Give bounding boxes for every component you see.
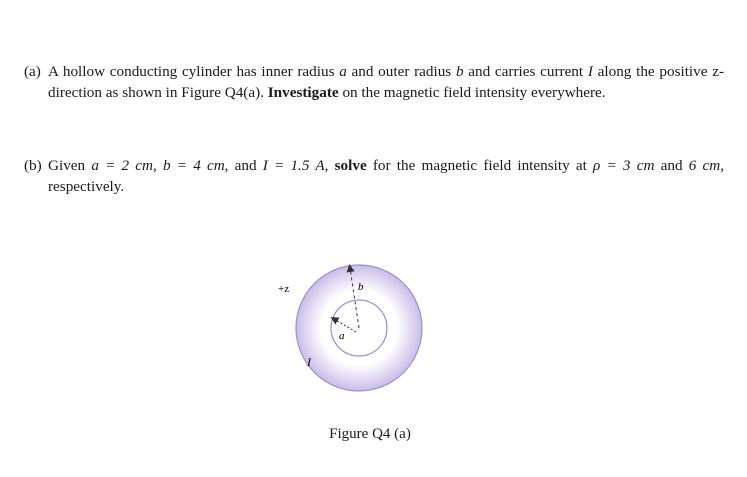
given-radii: a = 2 cm, b = 4 cm, bbox=[91, 157, 229, 174]
hollow-cylinder-figure bbox=[270, 262, 450, 412]
variable-a: a bbox=[339, 63, 347, 80]
figure-caption: Figure Q4 (a) bbox=[329, 426, 411, 442]
question-a-label: (a) bbox=[24, 63, 41, 80]
given-current: I = 1.5 A bbox=[262, 157, 325, 174]
question-b-text-part: , respectively. bbox=[48, 157, 725, 195]
question-a-keyword: Investigate bbox=[267, 84, 339, 101]
question-a-text-part: along the positive z-direction as shown in Figure Q4(a). bbox=[48, 63, 725, 101]
question-b-keyword: solve bbox=[334, 157, 367, 174]
current-label: I bbox=[307, 355, 311, 369]
variable-current: I bbox=[587, 63, 593, 80]
question-a-text-part: and outer radius bbox=[346, 63, 456, 80]
question-a bbox=[24, 61, 724, 103]
question-b-text-part: and bbox=[654, 157, 689, 174]
question-b-text-part: and bbox=[228, 157, 263, 174]
rho-value-2: 6 cm bbox=[688, 157, 721, 174]
z-direction-label: +z bbox=[278, 283, 290, 295]
outer-radius-label: b bbox=[358, 281, 364, 293]
variable-b: b bbox=[455, 63, 464, 80]
question-b bbox=[24, 155, 724, 197]
question-b-text bbox=[48, 155, 724, 197]
question-a-text-part: A hollow conducting cylinder has inner radius bbox=[48, 63, 340, 80]
question-a-text bbox=[48, 61, 724, 103]
rho-value-1: ρ = 3 cm bbox=[593, 157, 655, 174]
question-b-text-part: , bbox=[324, 157, 335, 174]
inner-radius-label: a bbox=[339, 330, 345, 342]
question-a-text-part: on the magnetic field intensity everywhere. bbox=[338, 84, 606, 101]
question-b-text-part: Given bbox=[48, 157, 92, 174]
question-b-label: (b) bbox=[24, 157, 42, 174]
question-b-text-part: for the magnetic field intensity at bbox=[366, 157, 594, 174]
question-a-text-part: and carries current bbox=[463, 63, 588, 80]
